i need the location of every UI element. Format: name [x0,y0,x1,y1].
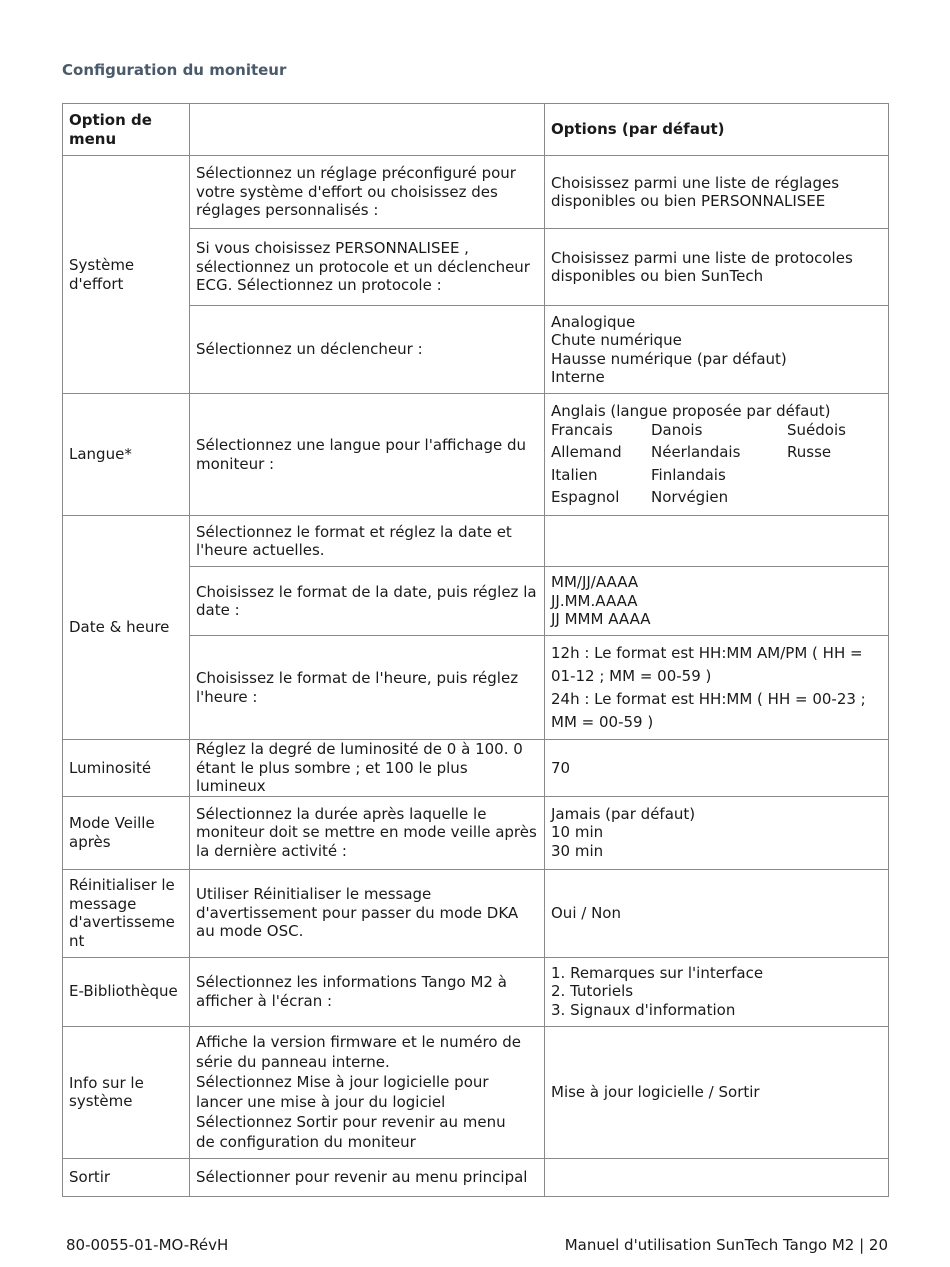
desc-line: lancer une mise à jour du logiciel [196,1093,446,1111]
cell-options: Mise à jour logicielle / Sortir [545,1026,889,1158]
header-description [190,104,545,156]
footer-page-info: Manuel d'utilisation SunTech Tango M2 | 20 [564,1236,888,1254]
language-item: Russe [787,443,832,462]
option-line: Jamais (par défaut) [551,804,696,823]
label-line: Réinitialiser le [69,876,175,894]
language-item: Allemand [551,443,622,462]
desc-line: de configuration du moniteur [196,1133,416,1151]
desc-line: Sélectionnez Mise à jour logicielle pour [196,1073,489,1091]
cell-desc: Si vous choisissez PERSONNALISEE , sélectionnez un protocole et un déclencheur ECG. Sélectionnez un protocole : [190,229,545,306]
cell-desc: Utiliser Réinitialiser le message d'avertissement pour passer du mode DKA au mode OSC. [190,869,545,957]
option-line: 2. Tutoriels [551,982,634,1001]
cell-options [545,957,889,1026]
language-item: Néerlandais [651,443,741,462]
desc-line: Sélectionnez Sortir pour revenir au menu [196,1113,506,1131]
language-item: Italien [551,465,598,484]
table-row [63,516,889,567]
header-options-default: Options (par défaut) [545,104,889,156]
label-line: message [69,894,137,913]
config-table [62,103,889,1197]
table-row [63,796,889,869]
table-row [63,869,889,957]
table-header-row [63,104,889,156]
language-item [787,466,887,485]
option-12h: 12h : Le format est HH:MM AM/PM ( HH = 01-12 ; MM = 00-59 ) [551,643,863,685]
language-item [787,488,887,507]
row-label-langue: Langue* [63,394,190,516]
row-label-ebibliotheque: E-Bibliothèque [63,957,190,1026]
cell-options [545,516,889,567]
row-label-date: Date & heure [63,516,190,740]
cell-desc: Sélectionnez le format et réglez la date et l'heure actuelles. [190,516,545,567]
desc-line: Affiche la version firmware et le numéro de [196,1033,522,1051]
row-label-info: Info sur le système [63,1026,190,1158]
option-line: JJ.MM.AAAA [551,591,638,610]
row-label-systeme: Système d'effort [63,156,190,394]
cell-desc: Sélectionnez une langue pour l'affichage du moniteur : [190,394,545,516]
option-line: 1. Remarques sur l'interface [551,963,764,982]
table-row [63,394,889,516]
label-line: nt [69,931,85,950]
language-item: Espagnol [551,488,620,507]
row-label-veille: Mode Veille après [63,796,190,869]
desc-line: série du panneau interne. [196,1053,390,1071]
language-item: Finlandais [651,465,726,484]
cell-desc: Sélectionner pour revenir au menu principal [190,1158,545,1196]
language-item: Danois [651,420,703,439]
language-grid [551,421,882,507]
option-line: Anglais (langue proposée par défaut) [551,402,831,421]
cell-options: Choisissez parmi une liste de réglages disponibles ou bien PERSONNALISEE [545,156,889,229]
option-line: 3. Signaux d'information [551,1000,736,1019]
header-option: Option de menu [63,104,190,156]
option-line: Chute numérique [551,331,682,349]
table-row [63,1158,889,1196]
table-row [63,740,889,797]
cell-desc: Choisissez le format de la date, puis réglez la date : [190,567,545,636]
cell-desc: Réglez la degré de luminosité de 0 à 100. 0 étant le plus sombre ; et 100 le plus lumineux [190,740,545,797]
cell-desc: Sélectionnez la durée après laquelle le moniteur doit se mettre en mode veille après la dernière activité : [190,796,545,869]
cell-desc: Sélectionnez un déclencheur : [190,306,545,394]
option-line: Interne [551,368,605,386]
row-label-luminosite: Luminosité [63,740,190,797]
language-item: Francais [551,420,613,439]
option-line: 10 min [551,823,604,842]
cell-options: Choisissez parmi une liste de protocoles disponibles ou bien SunTech [545,229,889,306]
label-line: d'avertisseme [69,913,175,931]
cell-options [545,636,889,740]
cell-desc: Choisissez le format de l'heure, puis réglez l'heure : [190,636,545,740]
cell-desc [190,1026,545,1158]
footer-document-code: 80-0055-01-MO-RévH [66,1236,229,1254]
table-row [63,156,889,229]
option-line: 30 min [551,841,604,860]
cell-options: Oui / Non [545,869,889,957]
option-24h: 24h : Le format est HH:MM ( HH = 00-23 ; MM = 00-59 ) [551,689,866,731]
option-line: Hausse numérique (par défaut) [551,349,787,368]
cell-options [545,306,889,394]
cell-options: 70 [545,740,889,797]
cell-desc: Sélectionnez les informations Tango M2 à afficher à l'écran : [190,957,545,1026]
option-line: Analogique [551,312,636,331]
option-line: MM/JJ/AAAA [551,573,639,592]
section-title: Configuration du moniteur [62,61,287,79]
language-item: Norvégien [651,488,729,507]
cell-options [545,1158,889,1196]
row-label-reinit [63,869,190,957]
option-line: JJ MMM AAAA [551,610,651,629]
table-row [63,957,889,1026]
table-row [63,1026,889,1158]
cell-options [545,567,889,636]
language-item: Suédois [787,420,846,439]
cell-options [545,394,889,516]
cell-options [545,796,889,869]
row-label-sortir: Sortir [63,1158,190,1196]
cell-desc: Sélectionnez un réglage préconfiguré pour votre système d'effort ou choisissez des réglages personnalisés : [190,156,545,229]
